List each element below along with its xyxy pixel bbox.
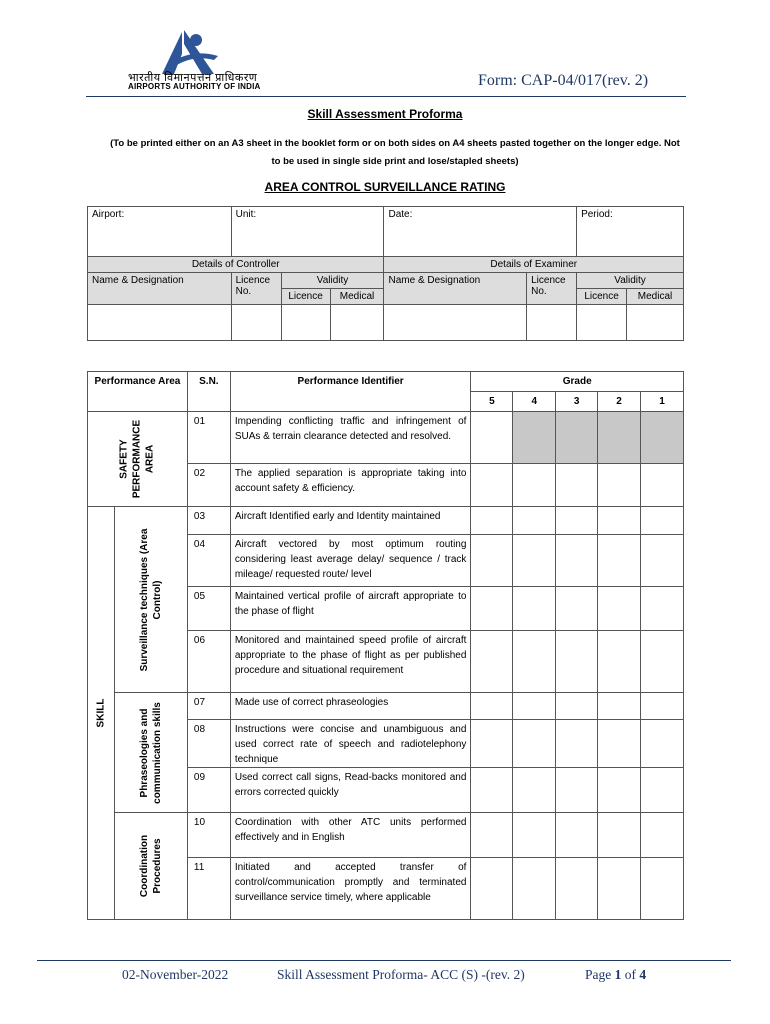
airport-field[interactable] bbox=[88, 207, 232, 257]
grade-4-header: 4 bbox=[513, 392, 556, 412]
safety-area-label: SAFETY PERFORMANCE AREA bbox=[118, 419, 156, 499]
grade-cell[interactable] bbox=[641, 535, 684, 587]
grade-cell[interactable] bbox=[471, 412, 513, 464]
grade-cell[interactable] bbox=[471, 587, 513, 631]
controller-licence-input[interactable] bbox=[231, 305, 281, 341]
examiner-details-header: Details of Examiner bbox=[384, 257, 684, 273]
page-total: 4 bbox=[639, 967, 647, 982]
examiner-licence-validity-input[interactable] bbox=[577, 305, 627, 341]
examiner-validity-medical: Medical bbox=[627, 289, 684, 305]
sn-header: S.N. bbox=[187, 372, 230, 412]
page-of: of bbox=[621, 967, 640, 982]
item-sn: 06 bbox=[187, 631, 230, 693]
controller-licence-validity-input[interactable] bbox=[281, 305, 330, 341]
controller-validity-licence: Licence bbox=[281, 289, 330, 305]
surveillance-group-label: Surveillance techniques (Area Control) bbox=[138, 528, 163, 671]
grade-cell[interactable] bbox=[513, 464, 556, 507]
coordination-group-cell bbox=[114, 813, 187, 920]
grade-cell[interactable] bbox=[471, 631, 513, 693]
unit-label: Unit: bbox=[235, 209, 257, 220]
airport-label: Airport: bbox=[92, 209, 125, 220]
grade-cell[interactable] bbox=[471, 507, 513, 535]
examiner-validity-licence: Licence bbox=[577, 289, 627, 305]
controller-name-input[interactable] bbox=[88, 305, 232, 341]
grade-cell[interactable] bbox=[641, 768, 684, 813]
grade-cell[interactable] bbox=[556, 587, 598, 631]
footer-date: 02-November-2022 bbox=[122, 967, 229, 982]
grade-cell[interactable] bbox=[598, 858, 641, 920]
grade-5-header: 5 bbox=[471, 392, 513, 412]
examiner-medical-validity-input[interactable] bbox=[627, 305, 684, 341]
grade-cell[interactable] bbox=[513, 720, 556, 768]
controller-medical-validity-input[interactable] bbox=[330, 305, 384, 341]
item-text: Used correct call signs, Read-backs monitored and errors corrected quickly bbox=[230, 768, 471, 813]
page-prefix: Page bbox=[585, 967, 615, 982]
item-text: Maintained vertical profile of aircraft appropriate to the phase of flight bbox=[230, 587, 471, 631]
grade-cell[interactable] bbox=[598, 412, 641, 464]
grade-1-header: 1 bbox=[641, 392, 684, 412]
grade-cell[interactable] bbox=[471, 464, 513, 507]
grade-cell[interactable] bbox=[471, 813, 513, 858]
assessment-table bbox=[87, 371, 684, 920]
item-sn: 09 bbox=[187, 768, 230, 813]
print-instructions: (To be printed either on an A3 sheet in the booklet form or on both sides on A4 sheets pasted together on the longer edge. Not to be used in single side print and lose/stapled sheets) bbox=[110, 138, 680, 167]
skill-area-label: SKILL bbox=[95, 698, 107, 728]
grade-cell[interactable] bbox=[471, 858, 513, 920]
examiner-name-designation: Name & Designation bbox=[384, 273, 527, 305]
page-current: 1 bbox=[614, 967, 622, 982]
grade-cell[interactable] bbox=[641, 858, 684, 920]
grade-cell[interactable] bbox=[598, 587, 641, 631]
grade-cell[interactable] bbox=[513, 813, 556, 858]
grade-cell[interactable] bbox=[556, 464, 598, 507]
examiner-licence-input[interactable] bbox=[527, 305, 577, 341]
grade-cell[interactable] bbox=[641, 412, 684, 464]
grade-cell[interactable] bbox=[641, 507, 684, 535]
grade-cell[interactable] bbox=[598, 631, 641, 693]
grade-cell[interactable] bbox=[598, 507, 641, 535]
period-label: Period: bbox=[581, 209, 613, 220]
item-text: The applied separation is appropriate taking into account safety & efficiency. bbox=[230, 464, 471, 507]
examiner-licence-no: Licence No. bbox=[527, 273, 577, 305]
item-sn: 01 bbox=[187, 412, 230, 464]
controller-details-header: Details of Controller bbox=[88, 257, 384, 273]
grade-cell[interactable] bbox=[598, 693, 641, 720]
grade-cell[interactable] bbox=[471, 693, 513, 720]
footer-divider bbox=[37, 960, 731, 961]
skill-area-label-cell bbox=[88, 507, 115, 920]
period-field[interactable] bbox=[577, 207, 684, 257]
grade-cell[interactable] bbox=[641, 813, 684, 858]
item-sn: 08 bbox=[187, 720, 230, 768]
examiner-validity: Validity bbox=[577, 273, 684, 289]
item-text: Aircraft vectored by most optimum routing considering least average delay/ sequence / track mileage/ requested route/ level bbox=[230, 535, 471, 587]
item-text: Coordination with other ATC units performed effectively and in English bbox=[230, 813, 471, 858]
details-table bbox=[87, 206, 684, 341]
item-sn: 04 bbox=[187, 535, 230, 587]
item-sn: 07 bbox=[187, 693, 230, 720]
surveillance-group-cell bbox=[114, 507, 187, 693]
grade-cell[interactable] bbox=[513, 587, 556, 631]
grade-cell[interactable] bbox=[556, 535, 598, 587]
safety-area-label-cell bbox=[88, 412, 188, 507]
footer-doc-title: Skill Assessment Proforma- ACC (S) -(rev. 2) bbox=[277, 967, 525, 982]
grade-cell[interactable] bbox=[598, 813, 641, 858]
item-sn: 03 bbox=[187, 507, 230, 535]
performance-identifier-header: Performance Identifier bbox=[230, 372, 471, 412]
grade-cell[interactable] bbox=[641, 587, 684, 631]
grade-cell[interactable] bbox=[556, 631, 598, 693]
grade-cell[interactable] bbox=[641, 631, 684, 693]
grade-cell[interactable] bbox=[513, 768, 556, 813]
grade-cell[interactable] bbox=[598, 535, 641, 587]
item-text: Aircraft Identified early and Identity maintained bbox=[230, 507, 471, 535]
item-sn: 02 bbox=[187, 464, 230, 507]
grade-cell[interactable] bbox=[598, 720, 641, 768]
grade-cell[interactable] bbox=[471, 720, 513, 768]
grade-cell[interactable] bbox=[598, 464, 641, 507]
date-label: Date: bbox=[388, 209, 413, 220]
grade-cell[interactable] bbox=[513, 693, 556, 720]
grade-cell[interactable] bbox=[641, 464, 684, 507]
phraseology-group-label: Phraseologies and communication skills bbox=[138, 701, 163, 804]
page-title: Skill Assessment Proforma bbox=[307, 107, 463, 121]
grade-cell[interactable] bbox=[556, 507, 598, 535]
org-name-hindi: भारतीय विमानपत्तन प्राधिकरण bbox=[128, 72, 258, 84]
grade-cell[interactable] bbox=[598, 768, 641, 813]
grade-2-header: 2 bbox=[598, 392, 641, 412]
grade-cell[interactable] bbox=[556, 720, 598, 768]
item-text: Impending conflicting traffic and infringement of SUAs & terrain clearance detected and resolved. bbox=[230, 412, 471, 464]
grade-header: Grade bbox=[471, 372, 684, 392]
item-text: Made use of correct phraseologies bbox=[230, 693, 471, 720]
grade-cell[interactable] bbox=[641, 693, 684, 720]
header-divider bbox=[86, 96, 686, 97]
unit-field[interactable] bbox=[231, 207, 384, 257]
grade-cell[interactable] bbox=[513, 412, 556, 464]
item-sn: 11 bbox=[187, 858, 230, 920]
examiner-name-input[interactable] bbox=[384, 305, 527, 341]
item-text: Initiated and accepted transfer of control/communication promptly and terminated surveillance service timely, where applicable bbox=[230, 858, 471, 920]
grade-cell[interactable] bbox=[556, 858, 598, 920]
grade-cell[interactable] bbox=[513, 535, 556, 587]
grade-cell[interactable] bbox=[471, 535, 513, 587]
grade-cell[interactable] bbox=[556, 693, 598, 720]
grade-cell[interactable] bbox=[513, 631, 556, 693]
grade-cell[interactable] bbox=[641, 720, 684, 768]
grade-cell[interactable] bbox=[513, 507, 556, 535]
controller-licence-no: Licence No. bbox=[231, 273, 281, 305]
grade-cell[interactable] bbox=[556, 768, 598, 813]
grade-cell[interactable] bbox=[556, 412, 598, 464]
phraseology-group-cell bbox=[114, 693, 187, 813]
controller-validity-medical: Medical bbox=[330, 289, 384, 305]
form-number: Form: CAP-04/017(rev. 2) bbox=[478, 72, 649, 89]
footer-page-number bbox=[585, 967, 646, 983]
grade-cell[interactable] bbox=[513, 858, 556, 920]
grade-3-header: 3 bbox=[556, 392, 598, 412]
item-text: Instructions were concise and unambiguous and used correct rate of speech and radiotelephony technique bbox=[230, 720, 471, 768]
performance-area-header: Performance Area bbox=[88, 372, 188, 412]
org-name-english: AIRPORTS AUTHORITY OF INDIA bbox=[128, 82, 261, 91]
grade-cell[interactable] bbox=[556, 813, 598, 858]
controller-validity: Validity bbox=[281, 273, 384, 289]
date-field[interactable] bbox=[384, 207, 577, 257]
item-text: Monitored and maintained speed profile of aircraft appropriate to the phase of flight as per published procedure and situational requirement bbox=[230, 631, 471, 693]
controller-name-designation: Name & Designation bbox=[88, 273, 232, 305]
item-sn: 05 bbox=[187, 587, 230, 631]
grade-cell[interactable] bbox=[471, 768, 513, 813]
coordination-group-label: Coordination Procedures bbox=[138, 834, 163, 898]
rating-title: AREA CONTROL SURVEILLANCE RATING bbox=[264, 180, 506, 194]
item-sn: 10 bbox=[187, 813, 230, 858]
